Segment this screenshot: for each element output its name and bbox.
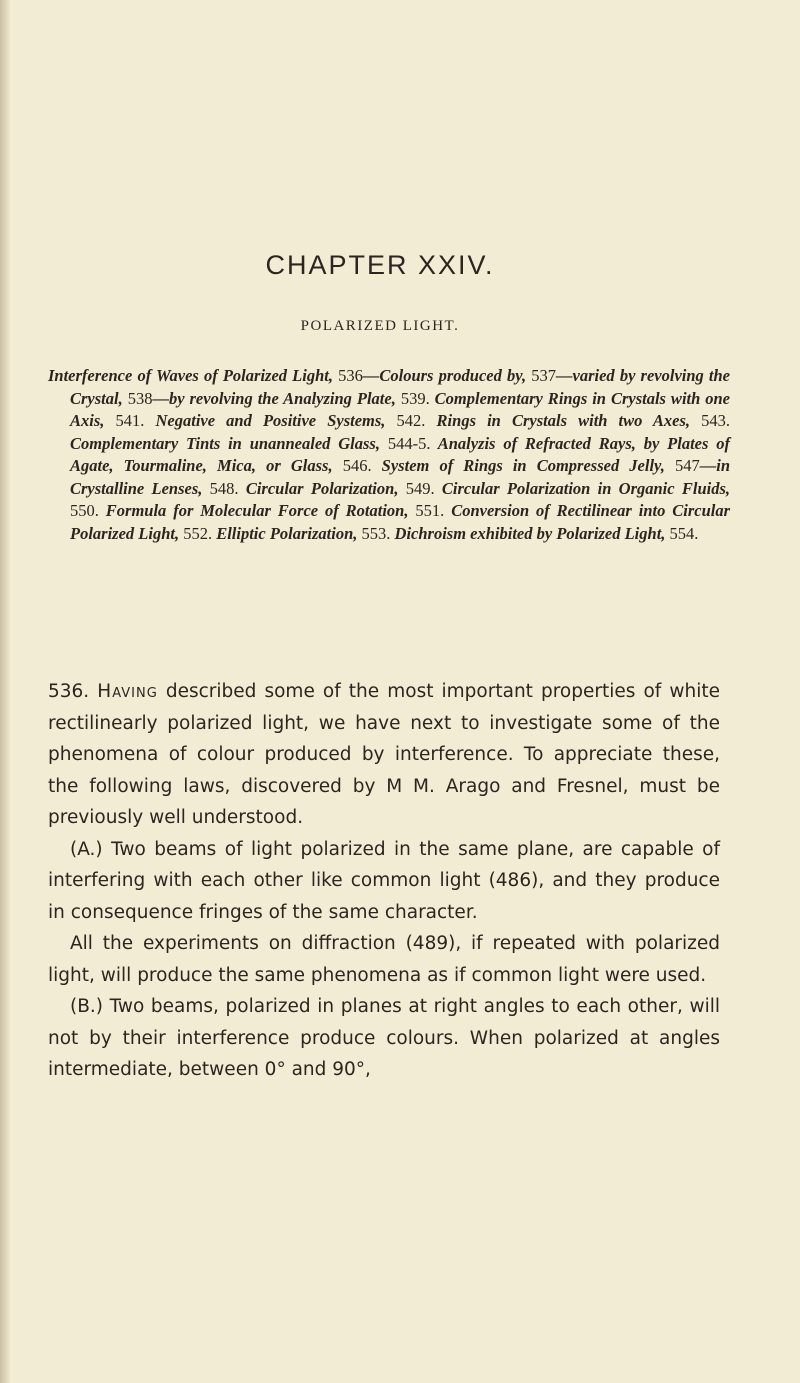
summary-section-number: 544-5. bbox=[379, 433, 431, 453]
summary-section-number: 543. bbox=[690, 411, 731, 430]
summary-topic: Rings in Crystals with two Axes, bbox=[425, 411, 691, 430]
summary-topic: Analyzis of Refracted Rays, by Plates of Agate, Tourmaline, Mica, or Glass, bbox=[70, 433, 731, 475]
summary-section-number: 550. bbox=[70, 501, 99, 520]
summary-topic: Circular Polarization in Organic Fluids, bbox=[434, 478, 731, 498]
paragraph-lead-word: Having bbox=[97, 681, 158, 702]
summary-topic: —by revolving the Analyzing Plate, bbox=[152, 388, 396, 408]
summary-topic: Negative and Positive Systems, bbox=[144, 411, 386, 430]
summary-section-number: 548. bbox=[202, 478, 239, 498]
paragraph-law-a: (A.) Two beams of light polarized in the same plane, are capable of interfering with each other like common light (486), and they produce in consequence fringes of the same character. bbox=[48, 838, 720, 923]
summary-section-number: 538 bbox=[122, 388, 153, 408]
paragraph-law-b: (B.) Two beams, polarized in planes at right angles to each other, will not by their interference produce colours. When polarized at angles intermediate, between 0° and 90°, bbox=[48, 996, 720, 1080]
summary-section-number: 551. bbox=[408, 501, 445, 520]
chapter-summary bbox=[48, 365, 730, 545]
summary-section-number: 536 bbox=[332, 366, 363, 385]
summary-topic: Complementary Rings in Crystals with one Axis, bbox=[70, 388, 731, 430]
body-text bbox=[48, 676, 720, 1086]
paragraph-536 bbox=[48, 676, 720, 834]
paragraph-diffraction: All the experiments on diffraction (489), if repeated with polarized light, will produce the same phenomena as if common light were used. bbox=[48, 933, 720, 986]
summary-section-number: 549. bbox=[398, 478, 435, 498]
summary-topic: Dichroism exhibited by Polarized Light, bbox=[390, 523, 666, 543]
summary-section-number: 554. bbox=[665, 523, 699, 543]
summary-section-number: 537 bbox=[526, 366, 557, 385]
summary-topic: Elliptic Polarization, bbox=[212, 523, 358, 543]
chapter-title: CHAPTER XXIV. bbox=[265, 250, 495, 280]
summary-topic: Formula for Molecular Force of Rotation, bbox=[98, 501, 409, 520]
summary-section-number: 553. bbox=[357, 523, 391, 543]
summary-topic: —varied by revolving the Crystal, bbox=[70, 366, 731, 408]
paragraph-number: 536. bbox=[48, 681, 90, 702]
paragraph-text: described some of the most important properties of white rectilinearly polarized light, we have next to investigate some of the phenomena of colour produced by interference. To appreciate these, the following laws, discovered by M M. Arago and Fresnel, must be previously well understood. bbox=[48, 681, 720, 828]
summary-section-number: 552. bbox=[179, 523, 213, 543]
chapter-subtitle: POLARIZED LIGHT. bbox=[300, 318, 460, 334]
summary-section-number: 546. bbox=[332, 456, 372, 475]
summary-topic: —Colours produced by, bbox=[362, 366, 527, 385]
summary-topic: Conversion of Rectilinear into Circular Polarized Light, bbox=[70, 501, 731, 543]
summary-topic: Circular Polarization, bbox=[238, 478, 399, 498]
summary-section-number: 541. bbox=[104, 411, 145, 430]
summary-section-number: 542. bbox=[385, 411, 426, 430]
summary-topic: Complementary Tints in unannealed Glass, bbox=[70, 433, 380, 453]
summary-section-number: 547 bbox=[664, 456, 700, 475]
summary-topic: —in Crystalline Lenses, bbox=[70, 456, 731, 498]
summary-topic: System of Rings in Compressed Jelly, bbox=[371, 456, 665, 475]
summary-topic: Interference of Waves of Polarized Light, bbox=[48, 366, 333, 385]
summary-section-number: 539. bbox=[395, 388, 430, 408]
